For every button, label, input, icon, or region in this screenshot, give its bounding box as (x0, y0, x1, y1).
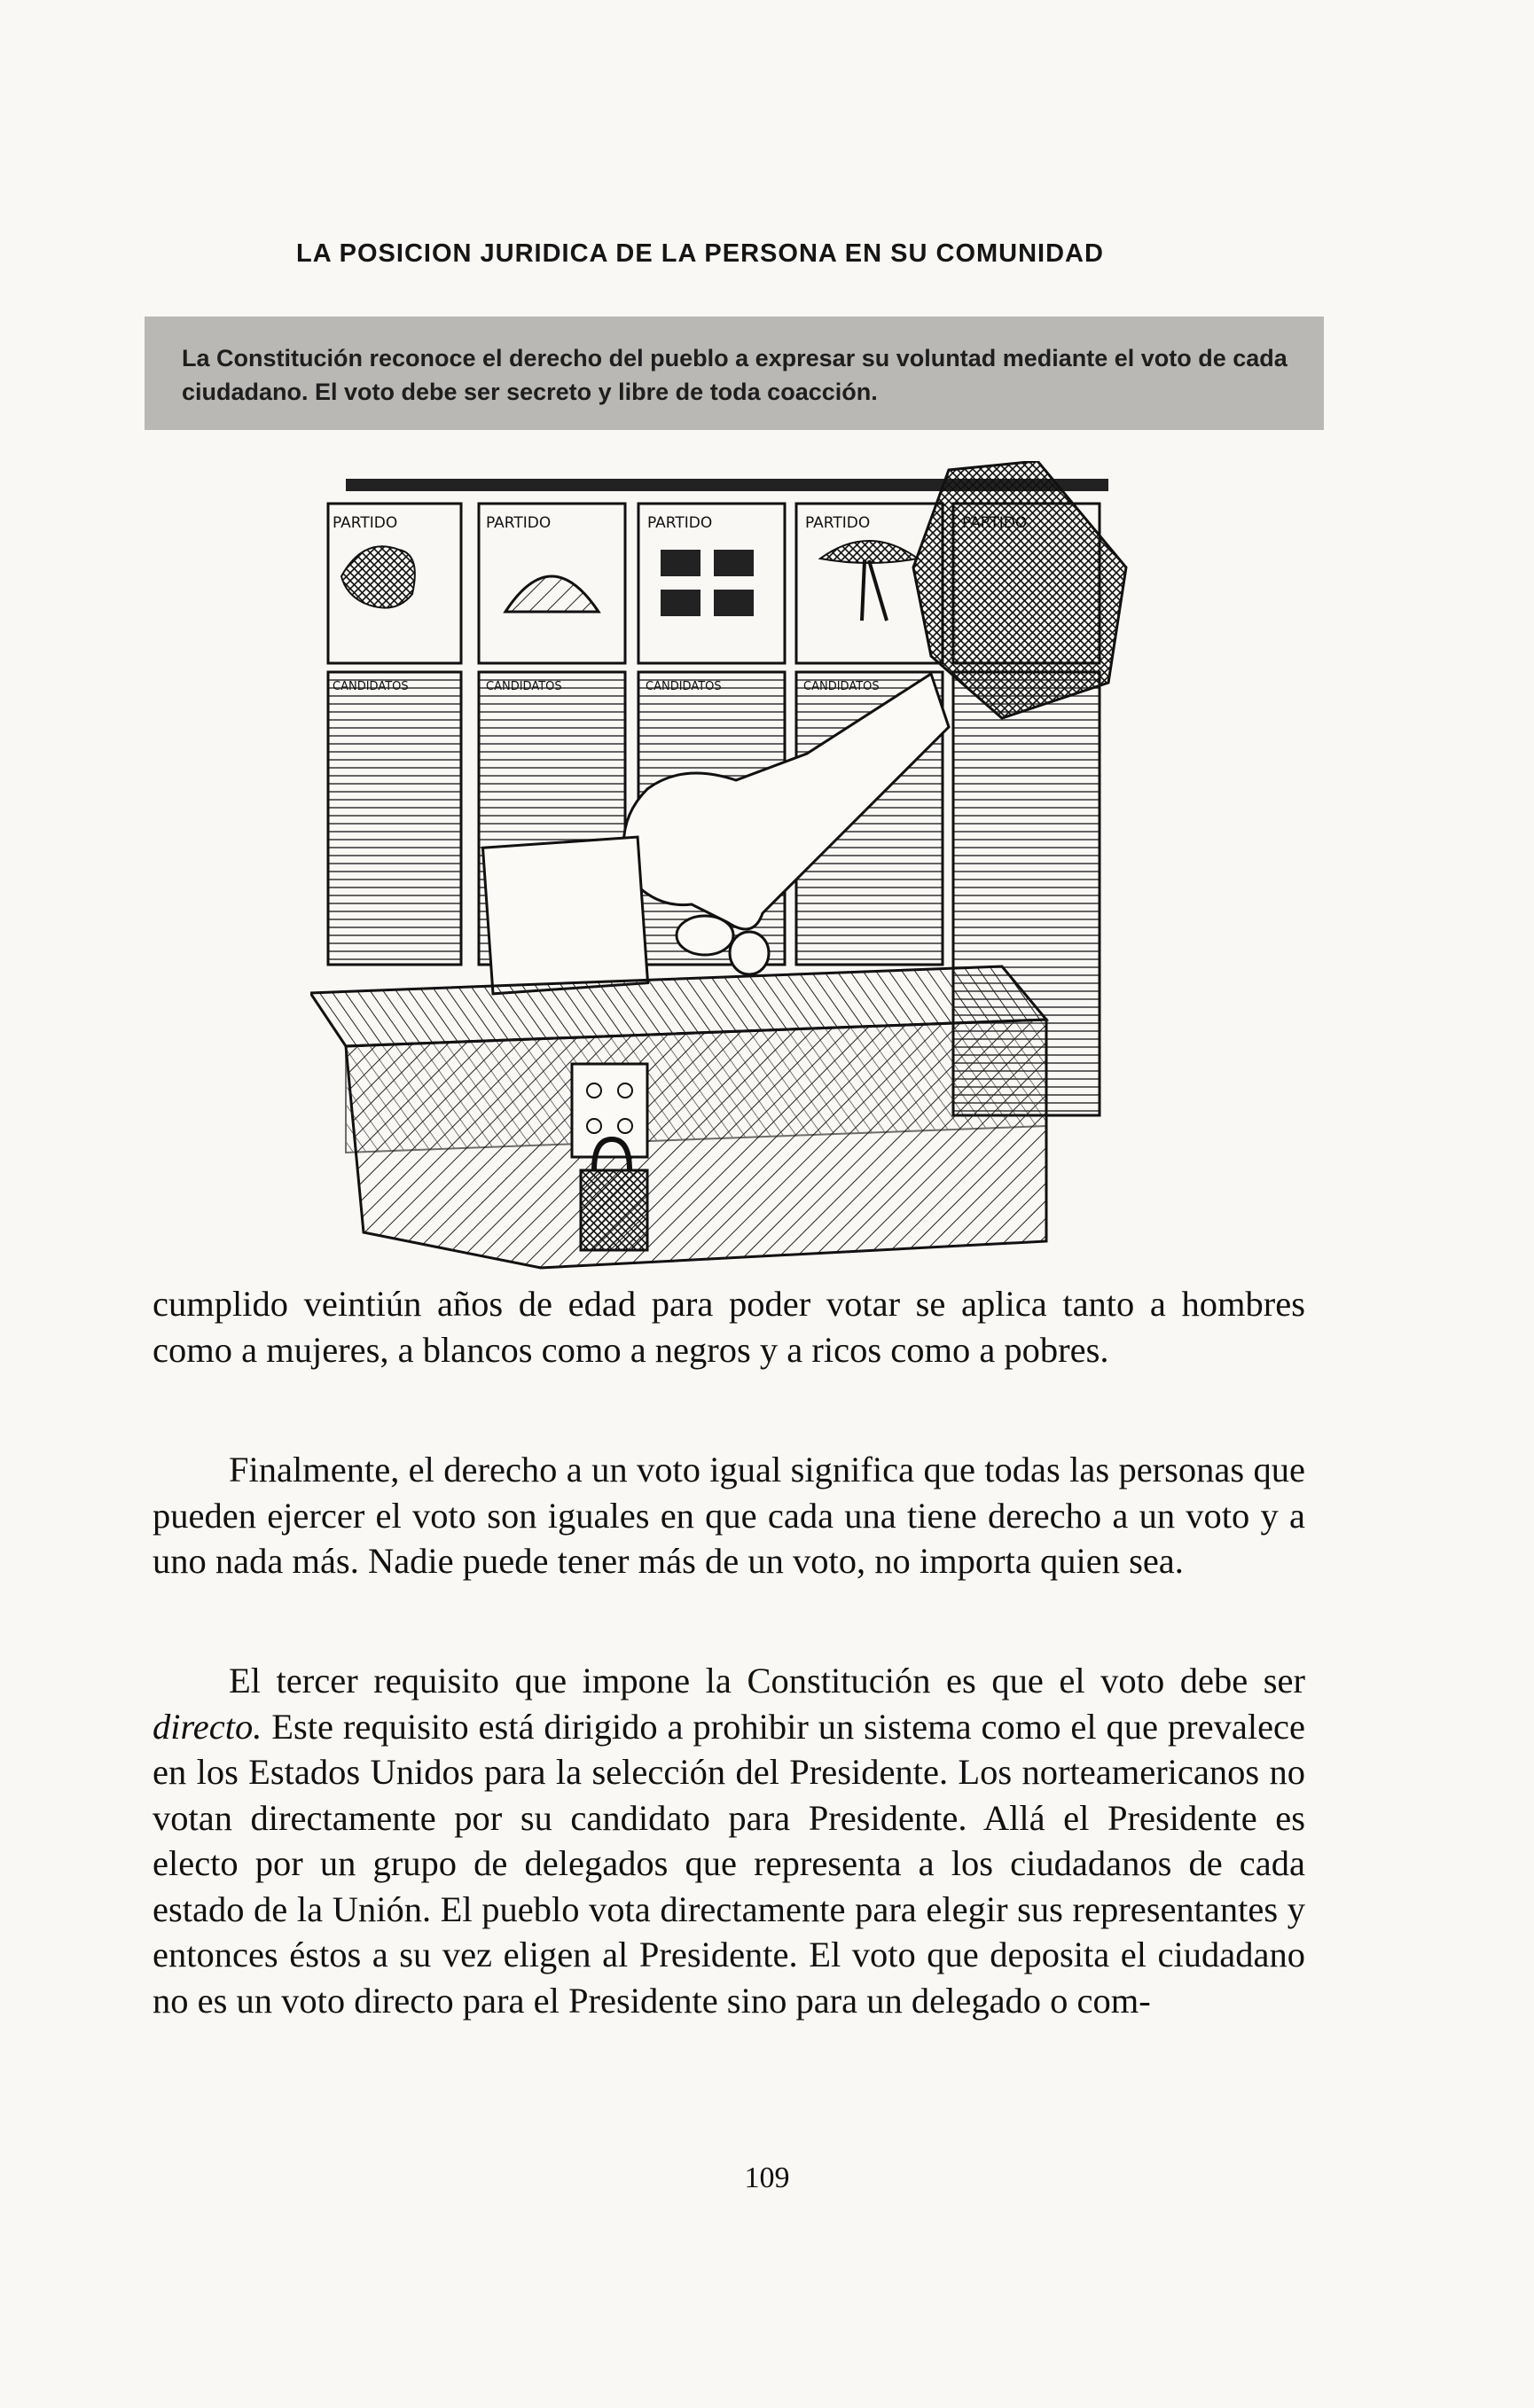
body-paragraph (153, 1658, 1305, 2023)
body-paragraph: cumplido veintiún años de edad para poder votar se aplica tanto a hombres como a mujeres, a blancos como a negros y a ricos como a pobres. (153, 1284, 1305, 1370)
voting-illustration (310, 461, 1170, 1286)
party-label: PARTIDO (333, 514, 398, 532)
body-paragraph: Finalmente, el derecho a un voto igual significa que todas las personas que pueden ejercer el voto son iguales en que cada una tiene derecho a un voto y a uno nada más. Nadie puede tener más de un voto, no importa quien sea. (153, 1450, 1305, 1581)
page-number: 109 (744, 2162, 790, 2194)
party-label: PARTIDO (805, 514, 871, 532)
party-label: PARTIDO (486, 514, 552, 532)
paragraph-text: Este requisito está dirigido a prohibir un sistema como el que prevalece en los Estados Unidos para la selección del Presidente. Los norteamericanos no votan directamente por su candidato para Presidente. Allá el Presidente es electo por un grupo de delegados que representa a los ciudadanos de cada estado de la Unión. El pueblo vota directamente para elegir sus representantes y entonces éstos a su vez eligen al Presidente. El voto que deposita el ciudadano no es un voto directo para el Presidente sino para un delegado o com- (153, 1706, 1305, 2021)
party-label: PARTIDO (647, 514, 713, 532)
candidate-label: CANDIDATOS (803, 680, 880, 693)
illustration-caption: La Constitución reconoce el derecho del pueblo a expresar su voluntad mediante el voto de cada ciudadano. El voto debe ser secreto y libre de toda coacción. (182, 345, 1287, 405)
running-header: LA POSICION JURIDICA DE LA PERSONA EN SU COMUNIDAD (296, 239, 1104, 268)
candidate-label: CANDIDATOS (486, 680, 562, 693)
candidate-label: CANDIDATOS (646, 680, 722, 693)
italic-emphasis: directo. (153, 1706, 262, 1747)
paragraph-text: El tercer requisito que impone la Constitución es que el voto debe ser (229, 1661, 1305, 1700)
candidate-label: CANDIDATOS (333, 680, 409, 693)
